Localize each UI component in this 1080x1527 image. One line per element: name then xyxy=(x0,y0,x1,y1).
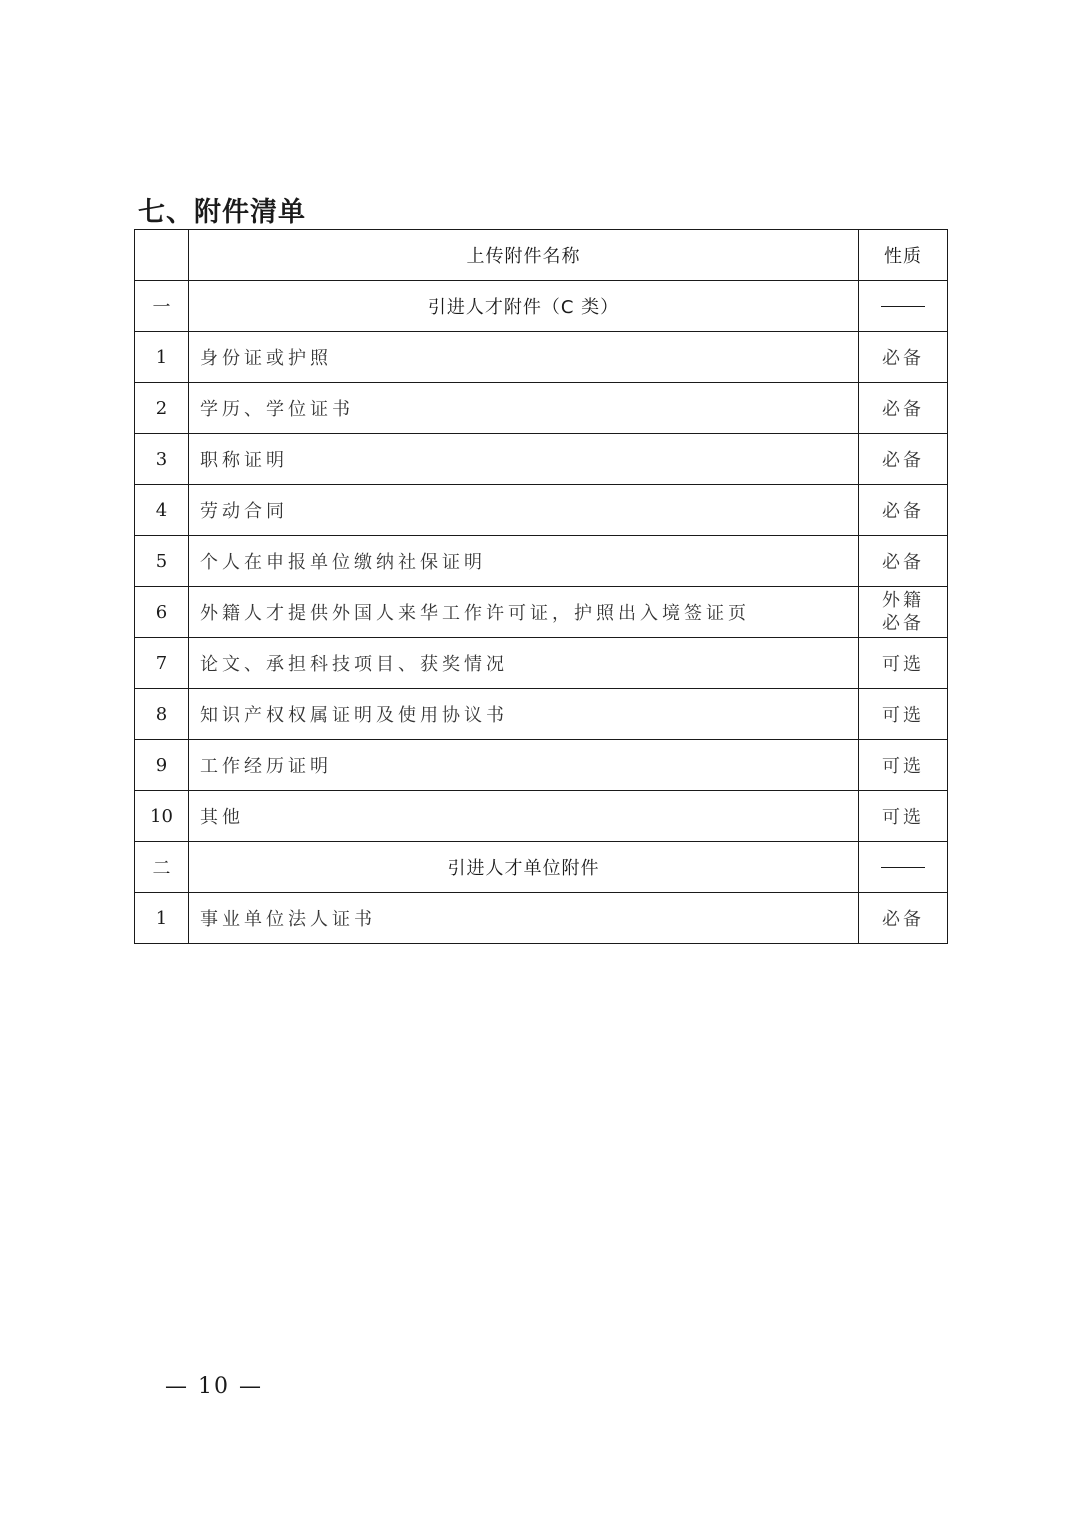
row-num-cell: 8 xyxy=(135,689,189,740)
row-type-cell: 必备 xyxy=(859,434,948,485)
row-type-cell: 必备 xyxy=(859,485,948,536)
group-num-cell: 一 xyxy=(135,281,189,332)
row-name-cell: 学历、学位证书 xyxy=(189,383,859,434)
group-num-cell: 二 xyxy=(135,842,189,893)
table-row xyxy=(135,332,948,383)
row-num-cell: 7 xyxy=(135,638,189,689)
table-row xyxy=(135,689,948,740)
dash-mark xyxy=(881,306,925,307)
dash-mark xyxy=(881,867,925,868)
row-num-cell: 10 xyxy=(135,791,189,842)
row-num-cell: 4 xyxy=(135,485,189,536)
table-row xyxy=(135,383,948,434)
row-name-cell: 事业单位法人证书 xyxy=(189,893,859,944)
row-type-cell: 必备 xyxy=(859,383,948,434)
row-num-cell: 3 xyxy=(135,434,189,485)
header-type-cell: 性质 xyxy=(859,230,948,281)
row-num-cell: 1 xyxy=(135,893,189,944)
group-type-cell xyxy=(859,281,948,332)
group-name-cell: 引进人才附件（C 类） xyxy=(189,281,859,332)
table-row xyxy=(135,893,948,944)
row-name-cell: 劳动合同 xyxy=(189,485,859,536)
header-num-cell xyxy=(135,230,189,281)
row-name-cell: 工作经历证明 xyxy=(189,740,859,791)
row-name-cell: 其他 xyxy=(189,791,859,842)
table-row xyxy=(135,740,948,791)
group-row xyxy=(135,281,948,332)
table-row xyxy=(135,485,948,536)
table-row xyxy=(135,791,948,842)
row-name-cell: 外籍人才提供外国人来华工作许可证，护照出入境签证页 xyxy=(189,587,859,638)
row-name-cell: 个人在申报单位缴纳社保证明 xyxy=(189,536,859,587)
row-type-cell: 外籍 必备 xyxy=(859,587,948,638)
row-num-cell: 2 xyxy=(135,383,189,434)
row-type-cell: 可选 xyxy=(859,638,948,689)
table-row xyxy=(135,638,948,689)
row-name-cell: 职称证明 xyxy=(189,434,859,485)
row-name-cell: 知识产权权属证明及使用协议书 xyxy=(189,689,859,740)
table-row xyxy=(135,536,948,587)
group-row xyxy=(135,842,948,893)
row-type-cell: 可选 xyxy=(859,791,948,842)
group-name-cell: 引进人才单位附件 xyxy=(189,842,859,893)
attachment-list-table xyxy=(134,229,948,944)
row-type-cell: 可选 xyxy=(859,740,948,791)
row-type-cell: 必备 xyxy=(859,893,948,944)
header-name-cell: 上传附件名称 xyxy=(189,230,859,281)
row-num-cell: 5 xyxy=(135,536,189,587)
row-num-cell: 9 xyxy=(135,740,189,791)
row-num-cell: 1 xyxy=(135,332,189,383)
table-row xyxy=(135,434,948,485)
group-type-cell xyxy=(859,842,948,893)
page-number: — 10 — xyxy=(165,1374,263,1399)
row-num-cell: 6 xyxy=(135,587,189,638)
section-title: 七、附件清单 xyxy=(138,197,306,228)
row-name-cell: 身份证或护照 xyxy=(189,332,859,383)
table-row xyxy=(135,587,948,638)
table-body xyxy=(135,281,948,944)
row-type-cell: 必备 xyxy=(859,536,948,587)
table-header-row xyxy=(135,230,948,281)
row-type-cell: 可选 xyxy=(859,689,948,740)
row-name-cell: 论文、承担科技项目、获奖情况 xyxy=(189,638,859,689)
row-type-cell: 必备 xyxy=(859,332,948,383)
